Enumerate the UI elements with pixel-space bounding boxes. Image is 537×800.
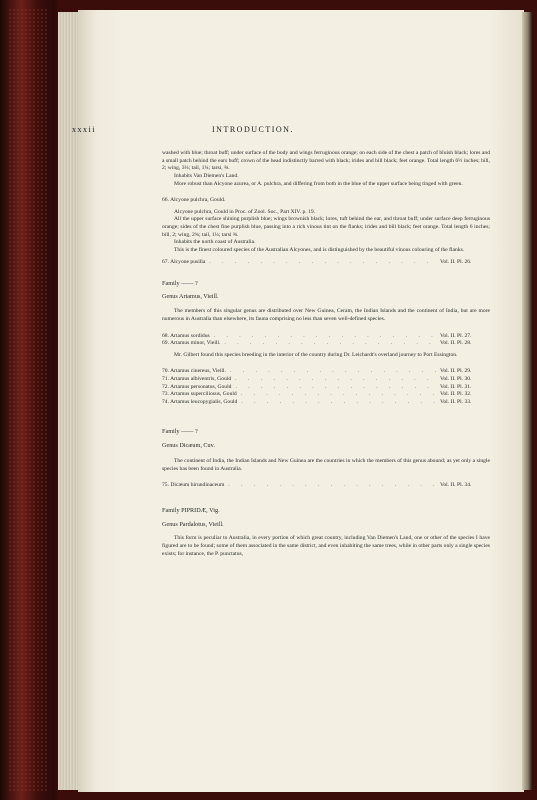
dot-leader: [209, 259, 436, 267]
species-name: 66. Alcyone pulchra, Gould.: [162, 197, 226, 204]
dot-leader: [224, 340, 436, 348]
paragraph: Inhabits the north coast of Australia.: [174, 239, 256, 246]
species-entry: [162, 197, 490, 205]
species-name: 69. Artamus minor, Vieill.: [162, 340, 221, 347]
paragraph: More robust than Alcyone azurea, or A. pulchra, and differing from both in the blue of the upper surface being tinged with green.: [174, 180, 463, 187]
genus-heading: Genus Artamus, Vieill.: [162, 292, 219, 300]
family-heading: Family PIPRIDÆ, Vig.: [162, 507, 220, 515]
dot-leader: [241, 391, 436, 399]
species-name: 72. Artamus personatus, Gould: [162, 383, 232, 390]
dot-leader: [228, 482, 436, 490]
species-entry: [162, 384, 490, 392]
species-name: 75. Dicæum hirundinaceum: [162, 481, 225, 488]
plate-reference: Vol. II. Pl. 31.: [440, 383, 472, 390]
right-page-edge: [522, 12, 532, 790]
plate-reference: Vol. II. Pl. 30.: [440, 375, 472, 382]
species-entry: [162, 333, 490, 341]
paragraph: This is the finest coloured species of the Australian Alcyones, and is distinguished by the beautiful vinous colouring of the flanks.: [174, 246, 465, 253]
species-entry: [162, 259, 490, 267]
plate-reference: Vol. II. Pl. 28.: [440, 340, 472, 347]
family-heading: Family —— ?: [162, 280, 198, 288]
dot-leader: [230, 368, 436, 376]
dot-leader: [235, 384, 436, 392]
paragraph: This form is peculiar to Australia, in every portion of which great country, including Van Diemen's Land, one or other of the species I have figured are to be found; some of them associated in the same district, and even inhabiting the same trees, while in other parts only a single species exists; for instance, the P. punctatus,: [162, 535, 490, 557]
family-heading: Family —— ?: [162, 428, 198, 436]
plate-reference: Vol. II. Pl. 33.: [440, 398, 472, 405]
plate-reference: Vol. II. Pl. 29.: [440, 368, 472, 375]
species-name: 74. Artamus leucopygialis, Gould: [162, 398, 238, 405]
species-entry: [162, 340, 490, 348]
species-entry: [162, 399, 490, 407]
paragraph: All the upper surface shining purplish blue; wings brownish black; lores, tuft behind the ear, and throat buff; under surface deep ferruginous orange; sides of the chest fine purplish blue, passing into a rich vinous tint on the flanks; irides and bill black; feet orange. Total length 6 inches; bill, 2; wing, 2¾; tail, 1¼; tarsi ⅜.: [162, 216, 490, 238]
species-entry: [162, 368, 490, 376]
species-name: 67. Alcyone pusilla: [162, 258, 206, 265]
paragraph: Mr. Gilbert found this species breeding in the interior of the country during Dr. Leichardt's overland journey to Port Essington.: [174, 351, 458, 358]
species-entry: [162, 391, 490, 399]
species-entry: [162, 376, 490, 384]
species-name: 71. Artamus albiventris, Gould: [162, 375, 232, 382]
paragraph: Inhabits Van Diemen's Land.: [174, 173, 239, 179]
paragraph: The continent of India, the Indian Islands and New Guinea are the countries in which the members of this genus abound; as yet only a single species has been found in Australia.: [162, 458, 490, 473]
dot-leader: [241, 399, 436, 407]
cover-texture: [8, 8, 48, 792]
page-body: [162, 150, 490, 558]
genus-heading: Genus Dicæum, Cuv.: [162, 441, 215, 449]
plate-reference: Vol. II. Pl. 26.: [440, 258, 472, 265]
running-title: INTRODUCTION.: [212, 125, 294, 134]
paragraph: washed with blue; throat buff; under surface of the body and wings ferruginous orange; on each side of the chest a patch of bluish black; lores and a small patch behind the ears buff; crown of the head indistinctly barred with black; irides and bill black; feet orange. Total length 6½ inches; bill, 2; wing, 3¼; tail, 1¼; tarsi, ⅜.: [162, 150, 490, 172]
genus-heading: Genus Pardalotus, Vieill.: [162, 520, 224, 528]
species-name: 68. Artamus sordidus: [162, 332, 210, 339]
dot-leader: [214, 333, 436, 341]
paragraph: The members of this singular genus are distributed over New Guinea, Ceram, the Indian Islands and the continent of India, but are more numerous in Australia than elsewhere, its fauna comprising no less than seven well-defined species.: [162, 308, 490, 322]
plate-reference: Vol. II. Pl. 27.: [440, 332, 472, 339]
paragraph: Alcyone pulchra, Gould in Proc. of Zool. Soc., Part XIV. p. 19.: [174, 208, 316, 215]
dot-leader: [235, 376, 436, 384]
page-number: xxxii: [72, 125, 96, 134]
plate-reference: Vol. II. Pl. 32.: [440, 391, 472, 398]
plate-reference: Vol. II. Pl. 34.: [440, 481, 472, 488]
species-name: 73. Artamus superciliosus, Gould: [162, 391, 237, 398]
species-name: 70. Artamus cinereus, Vieill.: [162, 368, 226, 375]
species-entry: [162, 482, 490, 490]
